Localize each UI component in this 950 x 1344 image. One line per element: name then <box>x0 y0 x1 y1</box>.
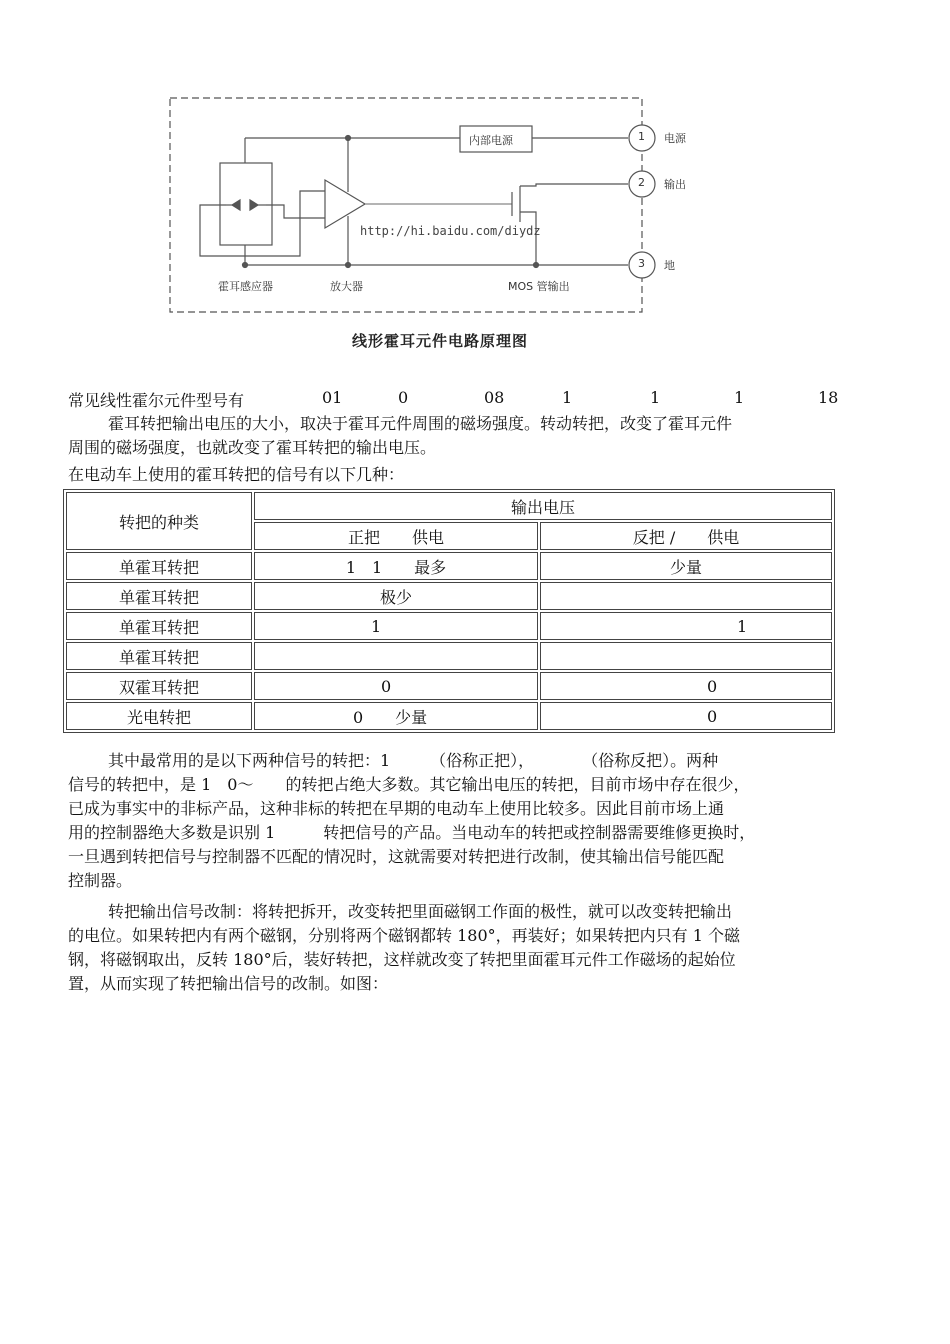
subheader-reverse: 反把 / 供电 <box>540 522 832 550</box>
model-list-line <box>68 388 868 412</box>
cell-reverse: 0 <box>540 672 832 700</box>
paragraph-line: 钢，将磁钢取出，反转 180°后，装好转把，这样就改变了转把里面霍耳元件工作磁场的起始位 <box>68 950 736 969</box>
hall-sensor-label: 霍耳感应器 <box>218 280 273 293</box>
paragraph-line: 的电位。如果转把内有两个磁钢，分别将两个磁钢都转 180°，再装好；如果转把内只有 1 个磁 <box>68 926 740 945</box>
cell-type: 单霍耳转把 <box>66 642 252 670</box>
pin-2-number: 2 <box>638 176 645 189</box>
table-row <box>66 612 832 640</box>
circuit-diagram <box>160 88 720 358</box>
table-row <box>66 672 832 700</box>
cell-reverse: 1 <box>540 612 832 640</box>
model-list-label: 常见线性霍尔元件型号有 <box>68 391 245 410</box>
internal-power-label: 内部电源 <box>469 134 513 147</box>
paragraph-hall-voltage <box>68 412 858 460</box>
model-value: 18 <box>818 388 839 407</box>
paragraph-line: 周围的磁场强度，也就改变了霍耳转把的输出电压。 <box>68 438 437 457</box>
table-intro: 在电动车上使用的霍耳转把的信号有以下几种： <box>68 465 405 484</box>
header-output-voltage: 输出电压 <box>254 492 832 520</box>
paragraph-line: 信号的转把中，是 1 0～ 的转把占绝大多数。其它输出电压的转把，目前市场中存在很少， <box>68 775 750 794</box>
header-type: 转把的种类 <box>66 492 252 550</box>
pin-3-label: 地 <box>664 259 675 272</box>
model-value: 1 <box>734 388 745 407</box>
paragraph-line: 已成为事实中的非标产品，这种非标的转把在早期的电动车上使用比较多。因此目前市场上通 <box>68 799 725 818</box>
paragraph-line: 其中最常用的是以下两种信号的转把：1 （俗称正把）， （俗称反把）。两种 <box>108 751 719 770</box>
cell-forward: 1 <box>254 612 538 640</box>
paragraph-line: 一旦遇到转把信号与控制器不匹配的情况时，这就需要对转把进行改制，使其输出信号能匹配 <box>68 847 725 866</box>
model-value: 08 <box>484 388 505 407</box>
amplifier-label: 放大器 <box>330 280 363 293</box>
cell-forward: 0 <box>254 672 538 700</box>
subheader-forward: 正把 供电 <box>254 522 538 550</box>
table-row <box>66 582 832 610</box>
cell-forward <box>254 642 538 670</box>
pin-1-label: 电源 <box>664 132 686 145</box>
model-value: 01 <box>322 388 343 407</box>
model-value: 1 <box>562 388 573 407</box>
pin-3-number: 3 <box>638 257 645 270</box>
cell-reverse <box>540 582 832 610</box>
cell-type: 双霍耳转把 <box>66 672 252 700</box>
cell-forward: 0 少量 <box>254 702 538 730</box>
table-row <box>66 702 832 730</box>
cell-reverse: 0 <box>540 702 832 730</box>
watermark-url: http://hi.baidu.com/diydz <box>360 224 541 238</box>
paragraph-line: 控制器。 <box>68 871 133 890</box>
mos-output-label: MOS 管输出 <box>508 280 570 293</box>
cell-reverse <box>540 642 832 670</box>
cell-reverse: 少量 <box>540 552 832 580</box>
cell-forward: 极少 <box>254 582 538 610</box>
paragraph-line: 置，从而实现了转把输出信号的改制。如图： <box>68 974 389 993</box>
cell-type: 单霍耳转把 <box>66 552 252 580</box>
cell-forward: 1 1 最多 <box>254 552 538 580</box>
pin-1-number: 1 <box>638 130 645 143</box>
cell-type: 单霍耳转把 <box>66 612 252 640</box>
table-row <box>66 642 832 670</box>
paragraph-line: 用的控制器绝大多数是识别 1 转把信号的产品。当电动车的转把或控制器需要维修更换时， <box>68 823 756 842</box>
paragraph-line: 霍耳转把输出电压的大小，取决于霍耳元件周围的磁场强度。转动转把，改变了霍耳元件 <box>108 414 733 433</box>
paragraph-common-signals <box>68 749 858 893</box>
model-value: 1 <box>650 388 661 407</box>
paragraph-line: 转把输出信号改制：将转把拆开，改变转把里面磁钢工作面的极性，就可以改变转把输出 <box>108 902 733 921</box>
paragraph-modification <box>68 900 858 996</box>
signal-table <box>63 489 835 733</box>
cell-type: 单霍耳转把 <box>66 582 252 610</box>
cell-type: 光电转把 <box>66 702 252 730</box>
figure-caption: 线形霍耳元件电路原理图 <box>351 332 528 350</box>
model-value: 0 <box>398 388 409 407</box>
pin-2-label: 输出 <box>664 178 686 191</box>
table-row <box>66 552 832 580</box>
